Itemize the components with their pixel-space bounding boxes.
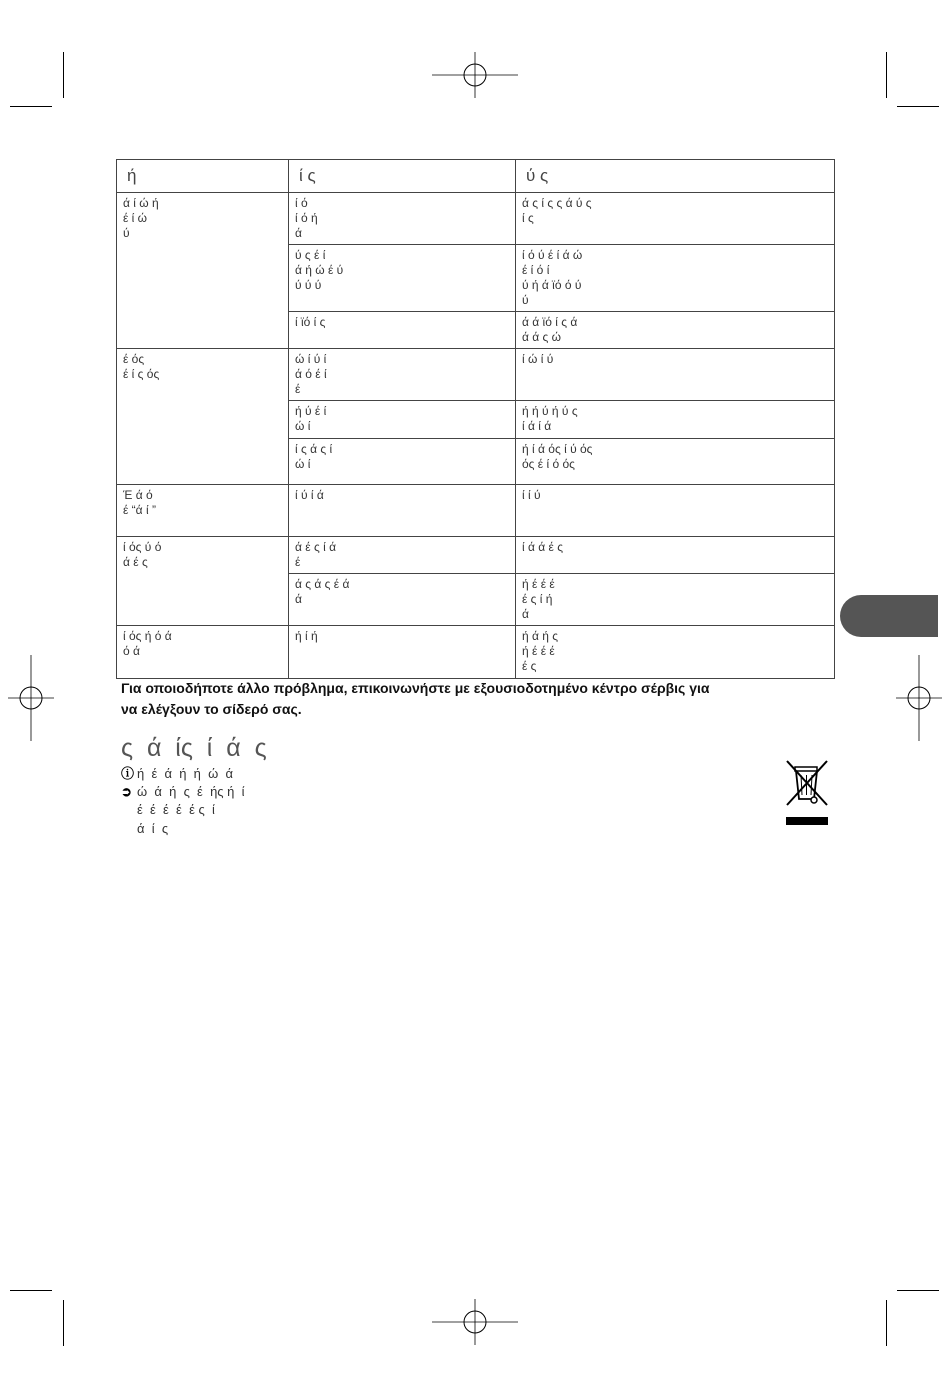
service-note [121,678,761,720]
table-row [117,537,835,574]
cause-cell: ί ό ί ό ή ά [289,193,516,245]
registration-mark-icon [896,655,942,741]
solution-cell: ή έ έ έ έ ς ί ή ά [516,574,835,626]
table-row [117,626,835,679]
environment-title: ς ά ίς ί ά ς [121,734,267,762]
problem-cell: ί ός ύ ό ά έ ς [117,537,289,626]
info-icon: ⓘ [121,766,135,781]
solution-cell: ί ό ύ έ ί ά ώ έ ί ό ί ύ ή ά ϊό ό ύ ύ [516,245,835,312]
arrow-icon: ➲ [121,784,132,799]
cause-cell: ά έ ς ί ά έ [289,537,516,574]
solution-cell: ά ς ί ς ς ά ύ ς ί ς [516,193,835,245]
cause-cell: ί ϊό ί ς [289,312,516,349]
crop-mark [63,1300,64,1346]
problem-cell: Έ ά ό έ “ά ί ” [117,485,289,537]
problem-cell: έ ός έ ί ς ός [117,349,289,485]
table-header-row [117,160,835,193]
troubleshooting-table [116,159,835,679]
registration-mark-icon [432,52,518,98]
environment-text: ώ ά ή ς έ ής ή ί [137,784,245,799]
environment-text-line: έ έ έ έ έ ς ί [137,802,215,817]
environment-text-line: ά ί ς [137,821,169,836]
environment-text: ή έ ά ή ή ώ ά [137,766,234,781]
cause-cell: ώ ί ύ ί ά ό έ ί έ [289,349,516,401]
service-note-line: Για οποιοδήποτε άλλο πρόβλημα, επικοινωνήστε με εξουσιοδοτημένο κέντρο σέρβις για [121,680,710,696]
table-row [117,485,835,537]
cause-cell: ύ ς έ ί ά ή ώ έ ύ ύ ύ ύ [289,245,516,312]
column-header-causes: ί ς [289,160,516,193]
registration-mark-icon [432,1299,518,1345]
crop-mark [897,106,939,107]
cause-cell: ά ς ά ς έ ά ά [289,574,516,626]
problem-cell: ά ί ώ ή έ ί ώ ύ [117,193,289,349]
service-note-line: να ελέγξουν το σίδερό σας. [121,701,302,717]
column-header-problem: ή [117,160,289,193]
language-tab [840,595,938,637]
problem-cell: ί ός ή ό ά ό ά [117,626,289,679]
environment-text-line [121,783,245,800]
table-row [117,349,835,401]
cause-cell: ί ύ ί ά [289,485,516,537]
solution-cell: ή ή ύ ή ύ ς ί ά ί ά [516,401,835,439]
crop-mark [897,1290,939,1291]
crop-mark [10,1290,52,1291]
solution-cell: ί ά ά έ ς [516,537,835,574]
solution-cell: ά ά ϊό ί ς ά ά ά ς ώ [516,312,835,349]
crop-mark [10,106,52,107]
crop-mark [886,1300,887,1346]
solution-cell: ί ώ ί ύ [516,349,835,401]
solution-cell: ή ά ή ς ή έ έ έ έ ς [516,626,835,679]
environment-text-line [121,765,233,782]
crossed-out-wheelie-bin-icon [783,759,831,829]
column-header-solutions: ύ ς [516,160,835,193]
registration-mark-icon [8,655,54,741]
cause-cell: ή ύ έ ί ώ ί [289,401,516,439]
solution-cell: ί ί ύ [516,485,835,537]
crop-mark [63,52,64,98]
table-row [117,193,835,245]
cause-cell: ί ς ά ς ί ώ ί [289,439,516,485]
solution-cell: ή ί ά ός ί ύ ός ός έ ί ό ός [516,439,835,485]
cause-cell: ή ί ή [289,626,516,679]
crop-mark [886,52,887,98]
